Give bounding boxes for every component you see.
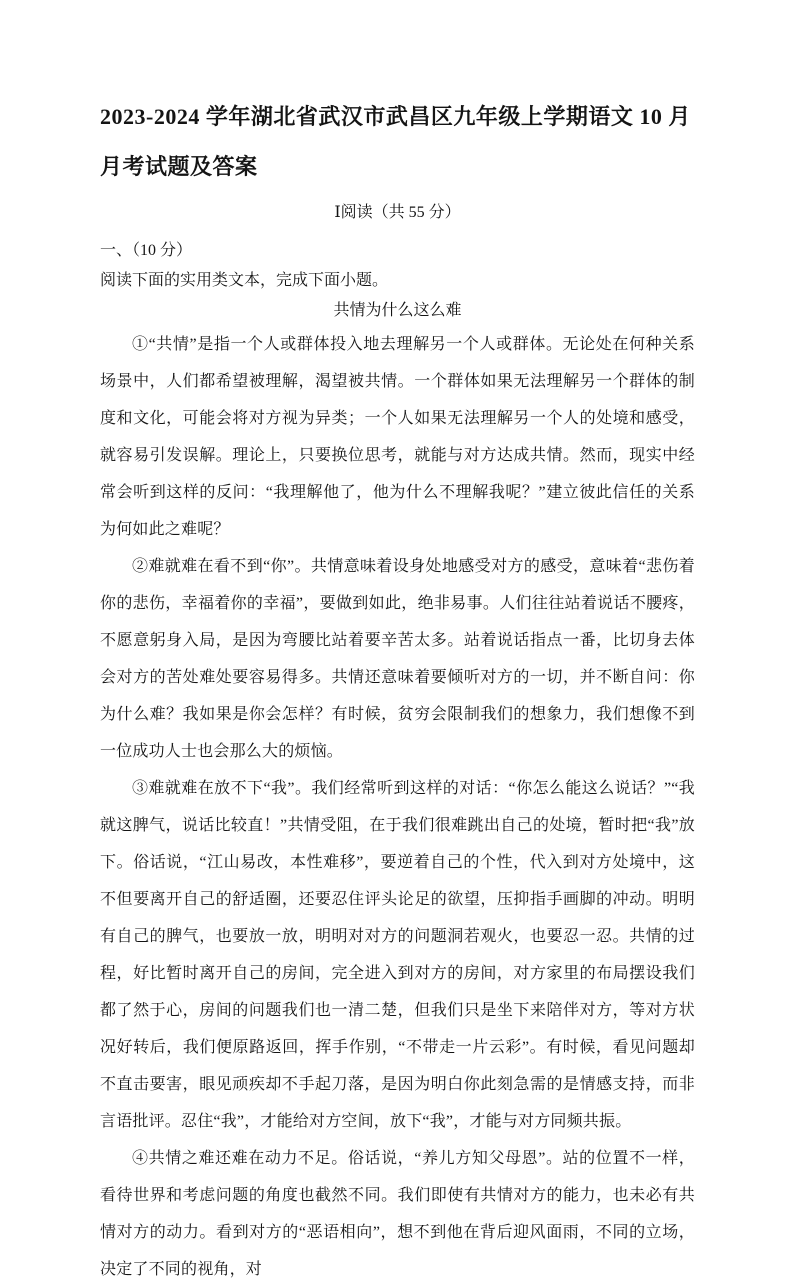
article-title: 共情为什么这么难 <box>333 302 462 319</box>
paragraph: ③难就难在放不下“我”。我们经常听到这样的对话：“你怎么能这么说话？”“我就这脾气，说话比较直！”共情受阻，在于我们很难跳出自己的处境，暂时把“我”放下。俗话说，“江山易改，本性难移”，要逆着自己的个性，代入到对方处境中，这不但要离开自己的舒适圈，还要忍住评头论足的欲望，压抑指手画脚的冲动。明明有自己的脾气，也要放一放，明明对对方的问题洞若观火，也要忍一忍。共情的过程，好比暂时离开自己的房间，完全进入到对方的房间，对方家里的布局摆设我们都了然于心，房间的问题我们也一清二楚，但我们只是坐下来陪伴对方，等对方状况好转后，我们便原路返回，挥手作别，“不带走一片云彩”。有时候，看见问题却不直击要害，眼见顽疾却不手起刀落，是因为明白你此刻急需的是情感支持，而非言语批评。忍住“我”，才能给对方空间，放下“我”，才能与对方同频共振。 <box>100 780 695 1130</box>
section-header: Ⅰ阅读（共 55 分） <box>334 204 461 221</box>
paragraph: ④共情之难还难在动力不足。俗话说，“养儿方知父母恩”。站的位置不一样，看待世界和考虑问题的角度也截然不同。我们即使有共情对方的能力，也未必有共情对方的动力。看到对方的“恶语相向”，想不到他在背后迎风面雨，不同的立场，决定了不同的视角，对 <box>100 1150 695 1278</box>
instruction-text: 阅读下面的实用类文本，完成下面小题。 <box>100 272 389 289</box>
article-body <box>100 326 695 1288</box>
paragraph: ①“共情”是指一个人或群体投入地去理解另一个人或群体。无论处在何种关系场景中，人们都希望被理解，渴望被共情。一个群体如果无法理解另一个群体的制度和文化，可能会将对方视为异类；一个人如果无法理解另一个人的处境和感受，就容易引发误解。理论上，只要换位思考，就能与对方达成共情。然而，现实中经常会听到这样的反问：“我理解他了，他为什么不理解我呢？”建立彼此信任的关系为何如此之难呢？ <box>100 336 695 538</box>
page-title: 2023-2024 学年湖北省武汉市武昌区九年级上学期语文 10 月月考试题及答案 <box>100 104 691 179</box>
question-number: 一、（10 分） <box>100 242 193 259</box>
paragraph: ②难就难在看不到“你”。共情意味着设身处地感受对方的感受，意味着“悲伤着你的悲伤，幸福着你的幸福”，要做到如此，绝非易事。人们往往站着说话不腰疼，不愿意躬身入局，是因为弯腰比站着要辛苦太多。站着说话指点一番，比切身去体会对方的苦处难处要容易得多。共情还意味着要倾听对方的一切，并不断自问：你为什么难？我如果是你会怎样？有时候，贫穷会限制我们的想象力，我们想像不到一位成功人士也会那么大的烦恼。 <box>100 558 695 760</box>
